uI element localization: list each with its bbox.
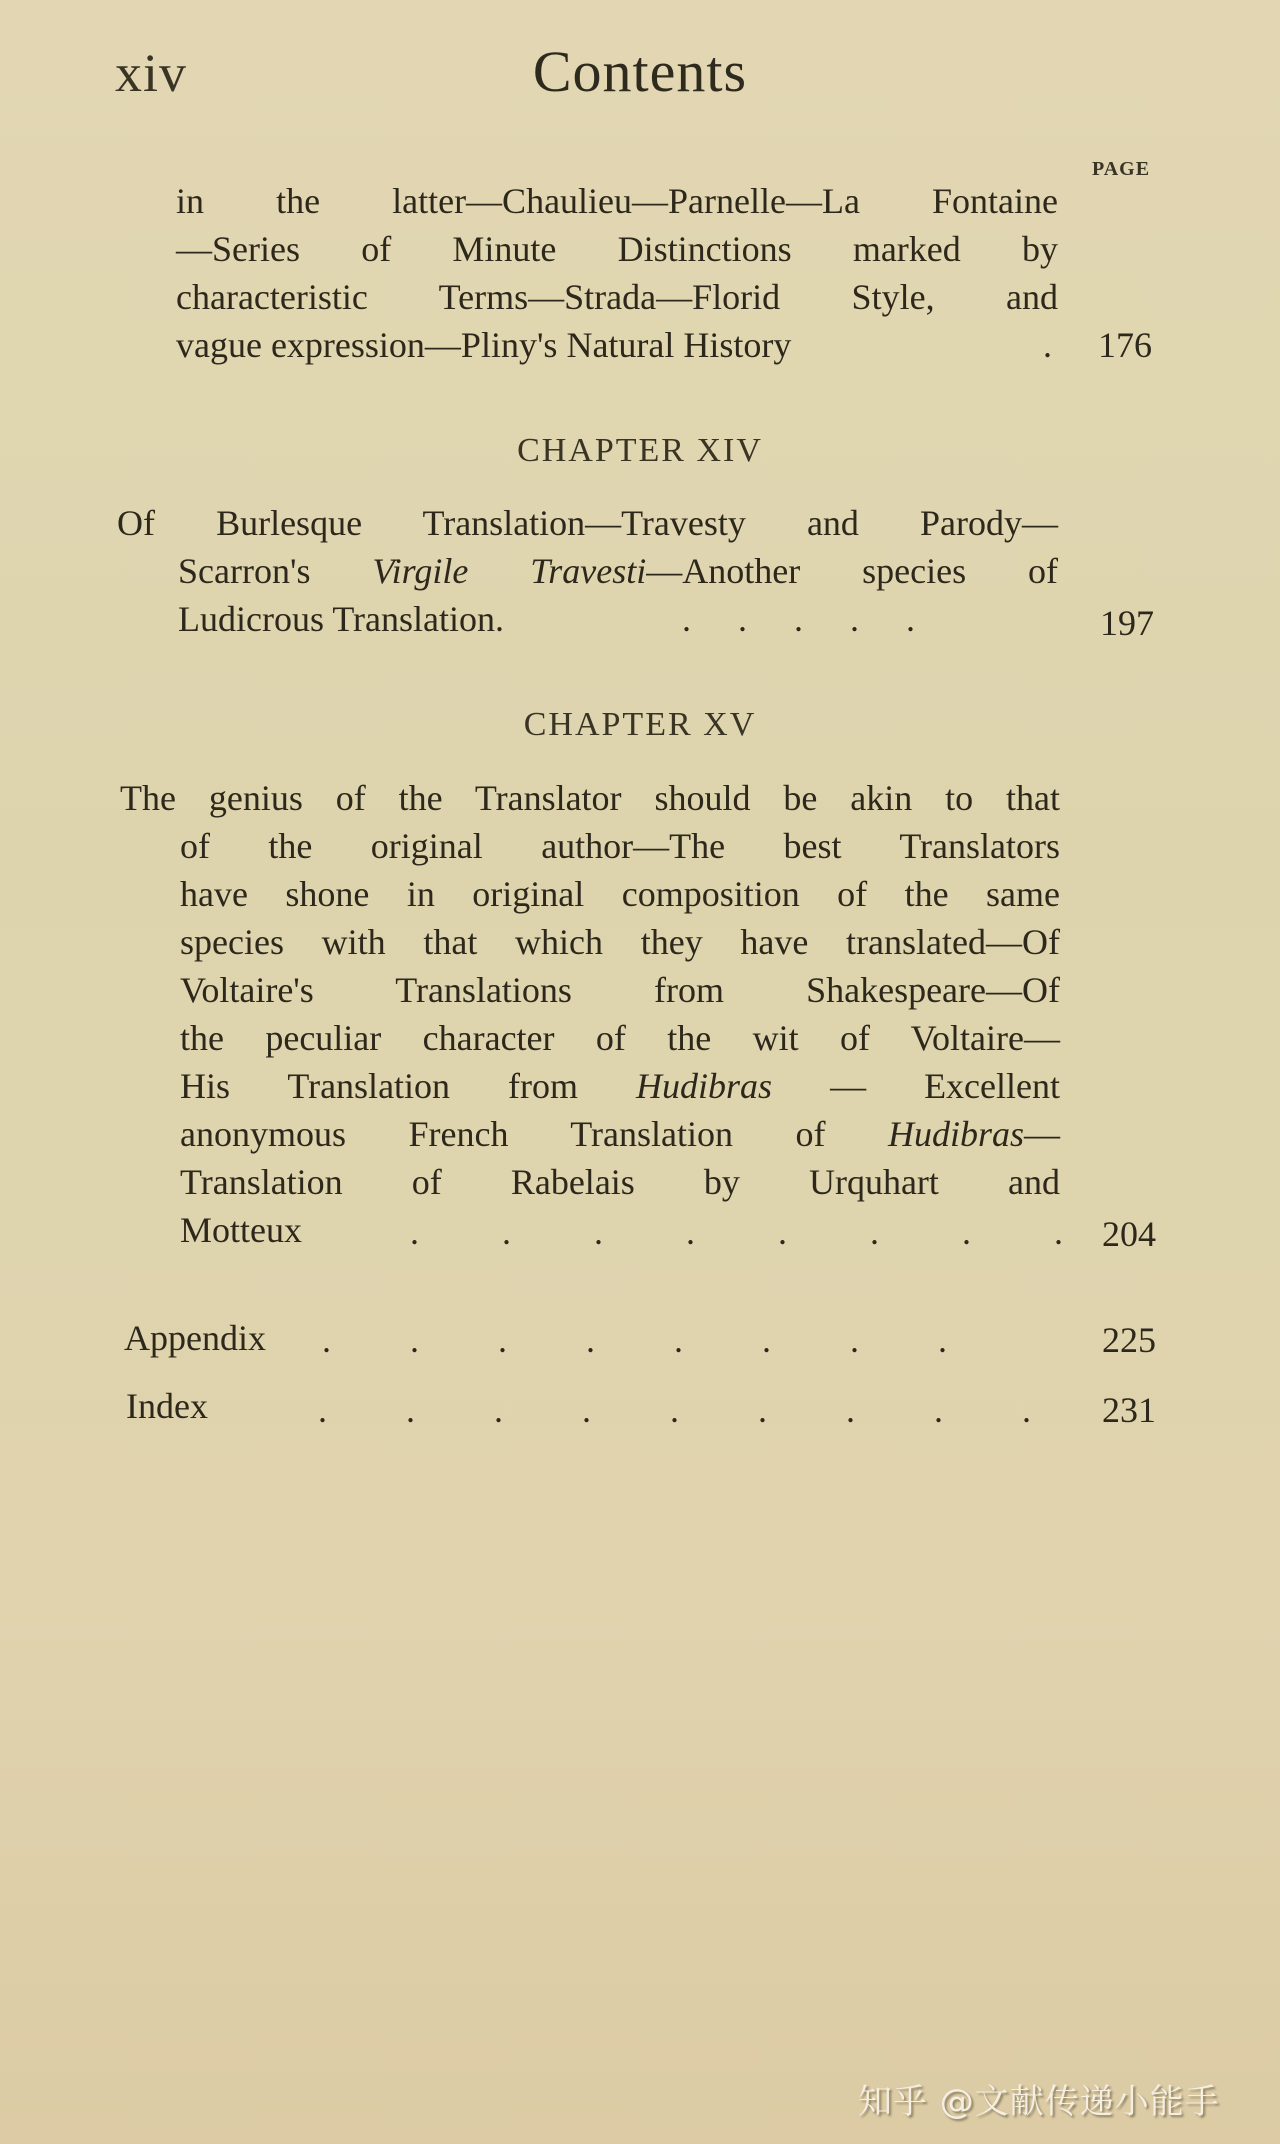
chapter-heading: CHAPTER XV [523, 706, 757, 743]
italic-title: Hudibras [636, 1066, 773, 1106]
chapter-heading: CHAPTER XIV [517, 432, 763, 469]
entry-label: Appendix [124, 1318, 266, 1358]
entry-line: Translation of Rabelais by Urquhart and [180, 1162, 1060, 1202]
entry-line: His Translation from Hudibras — Excellent [180, 1066, 1060, 1106]
entry-line: in the latter—Chaulieu—Parnelle—La Fontaine [176, 181, 1058, 221]
dot-leader: . . . . . [682, 599, 915, 639]
entry-line: The genius of the Translator should be akin to that [120, 778, 1060, 818]
italic-title: Virgile Travesti [372, 551, 647, 591]
dot-leader: . . . . . . . . [410, 1212, 1063, 1252]
page-number: 176 [1098, 325, 1152, 365]
entry-line: Motteux [180, 1210, 302, 1250]
italic-title: Hudibras [887, 1114, 1024, 1154]
entry-line: of the original author—The best Translators [180, 826, 1060, 866]
entry-line: species with that which they have translated—Of [180, 922, 1060, 962]
page-folio: xiv [115, 43, 188, 103]
page-number: 197 [1100, 603, 1154, 643]
entry-line: Voltaire's Translations from Shakespeare—Of [180, 970, 1060, 1010]
entry-line: Ludicrous Translation. [178, 599, 505, 639]
entry-line: Scarron's Virgile Travesti—Another species of [178, 551, 1058, 591]
running-title: Contents [532, 39, 748, 104]
dot-leader: . . . . . . . . [322, 1320, 947, 1360]
entry-line: have shone in original composition of the same [180, 874, 1060, 914]
page-number: 204 [1102, 1214, 1156, 1254]
dot-leader: . . . . . . . . . [318, 1390, 1031, 1430]
entry-line: characteristic Terms—Strada—Florid Style, and [176, 277, 1058, 317]
page-number: 225 [1102, 1320, 1156, 1360]
entry-line: —Series of Minute Distinctions marked by [176, 229, 1058, 269]
entry-line: vague expression—Pliny's Natural History [176, 325, 792, 365]
entry-line: Of Burlesque Translation—Travesty and Parody— [117, 503, 1058, 543]
page-column-label: PAGE [1092, 158, 1151, 180]
entry-line: anonymous French Translation of Hudibras— [180, 1114, 1060, 1154]
entry-line: the peculiar character of the wit of Voltaire— [180, 1018, 1060, 1058]
dot-leader: . [1043, 325, 1052, 365]
watermark: 知乎 @文献传递小能手 [858, 2082, 1220, 2122]
page-number: 231 [1102, 1390, 1156, 1430]
entry-label: Index [126, 1386, 208, 1426]
